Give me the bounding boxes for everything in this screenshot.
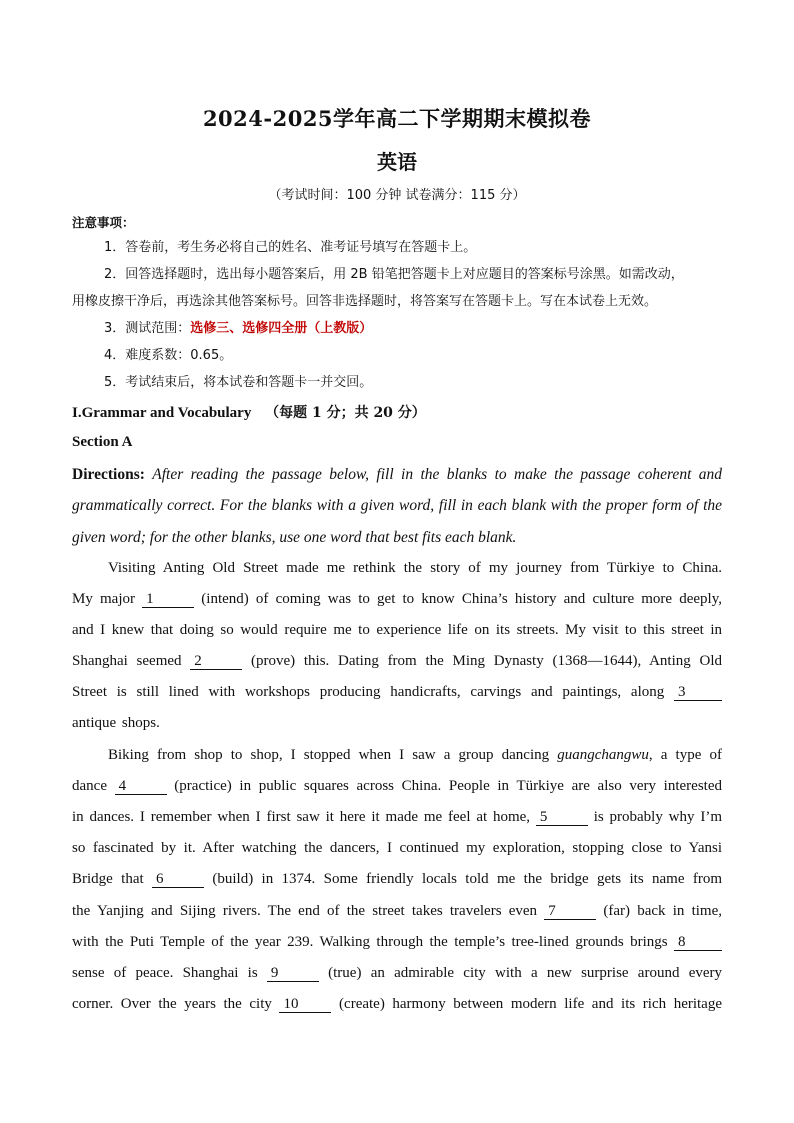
note-5: 5．考试结束后，将本试卷和答题卡一并交回。 (104, 375, 373, 390)
passage-line: antique shops. (72, 715, 160, 731)
passage-line: and I knew that doing so would require me to experience life on its streets. My visit to this street in (72, 622, 722, 638)
guangchangwu-term: guangchangwu (557, 747, 649, 763)
blank-2: 2 (190, 653, 242, 670)
blank-3: 3 (674, 684, 722, 701)
blank-7: 7 (544, 903, 596, 920)
exam-title: 2024-2025学年高二下学期期末模拟卷 (202, 106, 592, 131)
notes-heading: 注意事项： (72, 215, 135, 230)
blank-4: 4 (115, 778, 167, 795)
passage-line: Visiting Anting Old Street made me rethink the story of my journey from Türkiye to China. (108, 560, 722, 576)
subject-title: 英语 (377, 150, 417, 174)
passage-line: Shanghai seemed 2 (prove) this. Dating from the Ming Dynasty (1368—1644), Anting Old (72, 653, 722, 669)
note-1: 1．答卷前，考生务必将自己的姓名、准考证号填写在答题卡上。 (104, 240, 477, 255)
section-I-heading: I.Grammar and Vocabulary （每题 1 分；共 20 分） (72, 405, 426, 421)
blank-8: 8 (674, 934, 722, 951)
blank-9: 9 (267, 965, 319, 982)
test-scope: 选修三、选修四全册（上教版） (190, 321, 373, 336)
passage-line: Street is still lined with workshops producing handicrafts, carvings and paintings, along 3 (72, 677, 722, 708)
note-2-continued: 用橡皮擦干净后，再选涂其他答案标号。回答非选择题时，将答案写在答题卡上。写在本试卷上无效。 (72, 294, 658, 309)
directions-text: After reading the passage below, fill in the blanks to make the passage coherent and grammatically correct. For the blanks with a given word, fill in each blank with the proper form of the given word; for the other blanks, use one word that best fits each blank. (72, 466, 722, 546)
note-4: 4．难度系数：0.65。 (104, 348, 233, 363)
blank-10: 10 (279, 996, 331, 1013)
directions (72, 459, 722, 553)
directions-label: Directions: (72, 466, 145, 483)
passage-line: sense of peace. Shanghai is 9 (true) an admirable city with a new surprise around every (72, 965, 723, 981)
passage-line: corner. Over the years the city 10 (create) harmony between modern life and its rich heritage (72, 996, 722, 1012)
passage-line: in dances. I remember when I first saw it here it made me feel at home, 5 is probably why I’m (72, 809, 722, 825)
section-a-heading: Section A (72, 434, 133, 450)
blank-6: 6 (152, 871, 204, 888)
passage-line: so fascinated by it. After watching the dancers, I continued my exploration, stopping close to Yansi (72, 840, 722, 856)
passage-line: with the Puti Temple of the year 239. Walking through the temple’s tree-lined grounds brings 8 (72, 927, 722, 958)
passage-line: Biking from shop to shop, I stopped when I saw a group dancing guangchangwu, a type of (108, 747, 722, 763)
passage-line: the Yanjing and Sijing rivers. The end of the street takes travelers even 7 (far) back in time, (72, 903, 722, 919)
passage-line: Bridge that 6 (build) in 1374. Some friendly locals told me the bridge gets its name from (72, 871, 722, 887)
note-3: 3．测试范围：选修三、选修四全册（上教版） (104, 321, 373, 336)
exam-info: （考试时间：100 分钟 试卷满分：115 分） (268, 188, 526, 203)
blank-5: 5 (536, 809, 588, 826)
passage-line: dance 4 (practice) in public squares across China. People in Türkiye are also very interested (72, 778, 722, 794)
passage-line: My major 1 (intend) of coming was to get to know China’s history and culture more deeply, (72, 591, 722, 607)
note-2: 2．回答选择题时，选出每小题答案后，用 2B 铅笔把答题卡上对应题目的答案标号涂黑。如需改动， (104, 267, 684, 282)
blank-1: 1 (142, 591, 194, 608)
